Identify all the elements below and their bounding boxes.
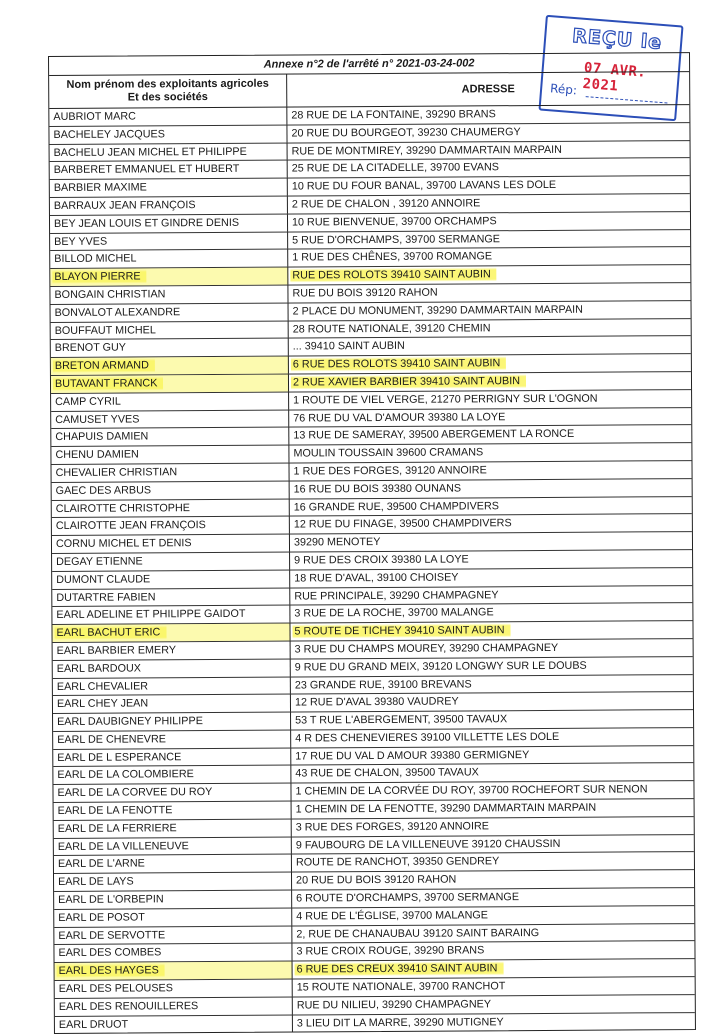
cell-exploitant-name-text: BONGAIN CHRISTIAN [54,288,166,301]
cell-address [291,657,693,676]
cell-exploitant-name-text: BILLOD MICHEL [54,252,137,266]
cell-exploitant-name [52,535,290,553]
cell-address-text: 53 T RUE L'ABERGEMENT, 39500 TAVAUX [295,713,508,727]
cell-address [293,995,695,1014]
cell-exploitant-name [52,552,290,570]
table-row [55,1013,695,1034]
cell-address-text: 25 RUE DE LA CITADELLE, 39700 EVANS [291,161,499,175]
cell-exploitant-name-text: GAEC DES ARBUS [55,484,152,497]
cell-exploitant-name-text: EARL DE L'ORBEPIN [58,893,164,907]
cell-exploitant-name-text: EARL DE LA VILLENEUVE [57,839,189,853]
cell-exploitant-name-text: EARL BARDOUX [56,662,141,675]
cell-address-text: 23 GRANDE RUE, 39100 BREVANS [294,677,472,692]
cell-exploitant-name [55,1015,293,1033]
cell-address [289,354,691,373]
cell-exploitant-name-text: DUMONT CLAUDE [56,573,151,586]
cell-exploitant-name [54,891,292,909]
cell-exploitant-name [51,339,289,357]
cell-exploitant-name-text: EARL DE LAYS [58,875,134,889]
cell-exploitant-name [53,730,291,748]
cell-address [291,781,693,800]
cell-address [291,675,693,694]
cell-address [293,959,695,978]
cell-address [292,906,694,925]
cell-exploitant-name-text: CORNU MICHEL ET DENIS [55,537,192,551]
cell-address [292,853,694,872]
cell-address [291,728,693,747]
column-header-name-line1: Nom prénom des exploitants agricoles [66,77,269,91]
cell-exploitant-name-text: CHENU DAMIEN [55,448,139,462]
cell-address-text: 13 RUE DE SAMERAY, 39500 ABERGEMENT LA RONCE [293,428,575,442]
cell-address [292,924,694,943]
cell-address-text: 1 RUE DES CHÊNES, 39700 ROMANGE [292,250,493,264]
cell-address-text: 4 RUE DE L'ÉGLISE, 39700 MALANGE [296,909,488,923]
cell-exploitant-name [51,357,289,375]
cell-exploitant-name [50,179,288,197]
cell-exploitant-name [50,143,288,161]
cell-address-text: 9 FAUBOURG DE LA VILLENEUVE 39120 CHAUSSIN [295,837,561,852]
cell-exploitant-name [51,321,289,339]
cell-address-text: RUE DU BOIS 39120 RAHON [292,286,438,300]
cell-address [289,425,691,444]
cell-exploitant-name-text: BACHELEY JACQUES [53,128,165,141]
column-header-name-line2: Et des sociétés [127,91,208,104]
cell-address [290,479,692,498]
cell-address [289,408,691,427]
cell-address [290,603,692,622]
cell-address-text: ROUTE DE RANCHOT, 39350 GENDREY [295,855,500,869]
stamp-date: 07 AVR. 2021 [582,59,647,95]
cell-address-text: 4 R DES CHENEVIERES 39100 VILLETTE LES DOLE [295,730,560,745]
cell-address-text: 6 RUE DES CREUX 39410 SAINT AUBIN [295,961,504,976]
cell-address-text: 12 RUE DU FINAGE, 39500 CHAMPDIVERS [293,517,512,531]
cell-address [288,230,690,249]
cell-exploitant-name-text: EARL DRUOT [58,1018,129,1031]
cell-address-text: 10 RUE BIENVENUE, 39700 ORCHAMPS [291,215,497,229]
cell-exploitant-name [52,606,290,624]
cell-exploitant-name-text: BLAYON PIERRE [52,270,146,285]
cell-address [289,372,691,391]
cell-address [287,105,689,124]
column-header-address: ADRESSE [461,83,515,96]
cell-exploitant-name-text: EARL CHEY JEAN [56,697,149,711]
cell-address [290,497,692,516]
cell-exploitant-name [52,481,290,499]
cell-address [292,799,694,818]
cell-exploitant-name [51,374,289,392]
cell-exploitant-name [53,695,291,713]
cell-exploitant-name-text: BRETON ARMAND [53,359,155,374]
cell-exploitant-name-text: EARL DE L'ARNE [57,857,145,871]
cell-address-text: RUE PRINCIPALE, 39290 CHAMPAGNEY [294,588,499,603]
cell-address [288,158,690,177]
cell-address-text: 2, RUE DE CHANAUBAU 39120 SAINT BARAING [296,926,540,941]
cell-address [289,319,691,338]
cell-address [291,746,693,765]
cell-address-text: 15 ROUTE NATIONALE, 39700 RANCHOT [296,980,506,994]
cell-exploitant-name [53,748,291,766]
cell-exploitant-name-text: BEY JEAN LOUIS ET GINDRE DENIS [53,216,240,230]
cell-exploitant-name [52,570,290,588]
cell-exploitant-name [54,908,292,926]
cell-exploitant-name [50,161,288,179]
table-title: Annexe n°2 de l'arrêté n° 2021-03-24-002 [49,53,689,76]
cell-address [288,247,690,266]
cell-exploitant-name-text: EARL DE POSOT [58,911,145,924]
cell-exploitant-name [51,463,289,481]
cell-address [291,764,693,783]
cell-exploitant-name [52,588,290,606]
cell-address-text: MOULIN TOUSSAIN 39600 CRAMANS [293,446,484,460]
cell-address [290,514,692,533]
cell-address [288,176,690,195]
cell-exploitant-name-text: EARL DES COMBES [58,946,162,960]
cell-address-text: 20 RUE DU BOIS 39120 RAHON [296,873,457,887]
cell-exploitant-name [54,855,292,873]
cell-address [290,550,692,569]
stamp-title: REÇU le [571,24,663,54]
cell-exploitant-name [54,873,292,891]
cell-exploitant-name-text: EARL DE LA COLOMBIERE [57,768,194,782]
cell-address-text: RUE DE MONTMIREY, 39290 DAMMARTAIN MARPAIN [291,143,562,158]
cell-exploitant-name-text: CHAPUIS DAMIEN [55,430,149,444]
cell-address-text: 39290 MENOTEY [293,536,381,549]
cell-exploitant-name-text: EARL DES HAYGES [57,964,165,979]
cell-exploitant-name [50,250,288,268]
cell-exploitant-name-text: EARL DES PELOUSES [58,982,173,995]
cell-address-text: 5 ROUTE DE TICHEY 39410 SAINT AUBIN [292,623,510,638]
cell-address-text: 18 RUE D'AVAL, 39100 CHOISEY [294,571,459,585]
cell-exploitant-name [54,837,292,855]
cell-exploitant-name-text: EARL DE LA FERRIERE [57,822,177,835]
cell-exploitant-name-text: BOUFFAUT MICHEL [54,323,156,337]
cell-address-text: 16 GRANDE RUE, 39500 CHAMPDIVERS [293,499,500,514]
cell-address-text: 9 RUE DU GRAND MEIX, 39120 LONGWY SUR LE DOUBS [294,659,587,674]
cell-address [288,212,690,231]
cell-address [291,639,693,658]
cell-exploitant-name [52,624,290,642]
cell-exploitant-name [52,517,290,535]
cell-exploitant-name-text: EARL DE L ESPERANCE [57,750,182,764]
cell-address [288,194,690,213]
cell-exploitant-name-text: EARL DE CHENEVRE [57,733,167,746]
stamp-rep-label: Rép: [549,81,578,98]
cell-address-text: 17 RUE DU VAL D AMOUR 39380 GERMIGNEY [295,748,530,763]
cell-address [292,817,694,836]
cell-address-text: 2 RUE DE CHALON , 39120 ANNOIRE [291,197,481,211]
cell-exploitant-name [51,392,289,410]
cell-address [292,942,694,961]
cell-address [291,710,693,729]
cell-address-text: 76 RUE DU VAL D'AMOUR 39380 LA LOYE [293,410,506,425]
cell-address [290,568,692,587]
cell-exploitant-name [53,784,291,802]
cell-address [292,888,694,907]
cell-exploitant-name [53,713,291,731]
cell-address-text: 9 RUE DES CROIX 39380 LA LOYE [294,553,469,567]
cell-address [291,692,693,711]
cell-exploitant-name-text: CAMUSET YVES [55,412,140,426]
cell-address [290,532,692,551]
cell-exploitant-name-text: BONVALOT ALEXANDRE [54,305,181,319]
cell-exploitant-name [51,303,289,321]
cell-address [289,301,691,320]
cell-address-text: 3 LIEU DIT LA MARRE, 39290 MUTIGNEY [296,1015,504,1030]
cell-exploitant-name-text: EARL DES RENOUILLERES [58,999,199,1013]
cell-exploitant-name [54,926,292,944]
cell-exploitant-name-text: BARBIER MAXIME [53,181,147,195]
cell-exploitant-name-text: CLAIROTTE JEAN FRANÇOIS [55,519,206,533]
cell-address-text: 6 RUE DES ROLOTS 39410 SAINT AUBIN [291,356,507,371]
table-body [49,105,695,1033]
cell-address [293,1013,695,1032]
cell-address-text: 1 RUE DES FORGES, 39120 ANNOIRE [293,464,487,478]
cell-address-text: 6 ROUTE D'ORCHAMPS, 39700 SERMANGE [296,891,520,905]
cell-address-text: 12 RUE D'AVAL 39380 VAUDREY [294,695,459,709]
cell-address [292,870,694,889]
cell-address [290,586,692,605]
cell-exploitant-name-text: BARRAUX JEAN FRANÇOIS [53,199,196,212]
cell-address-text: 3 RUE DES FORGES, 39120 ANNOIRE [295,820,489,834]
cell-exploitant-name-text: EARL ADELINE ET PHILIPPE GAIDOT [56,608,246,622]
cell-address [289,336,691,355]
cell-address [288,141,690,160]
cell-exploitant-name [50,197,288,215]
cell-exploitant-name-text: EARL DE LA FENOTTE [57,804,173,818]
cell-exploitant-name [54,802,292,820]
cell-exploitant-name [54,944,292,962]
cell-exploitant-name [55,980,293,998]
cell-address [288,283,690,302]
cell-exploitant-name-text: BRENOT GUY [54,341,127,355]
cell-address-text: 3 RUE DE LA ROCHE, 39700 MALANGE [294,606,494,620]
cell-exploitant-name [49,125,287,143]
cell-address-text: 28 ROUTE NATIONALE, 39120 CHEMIN [292,321,491,336]
cell-address [289,461,691,480]
cell-exploitant-name-text: EARL DE SERVOTTE [58,928,166,942]
cell-address-text: 16 RUE DU BOIS 39380 OUNANS [293,482,462,496]
cell-address-text: 28 RUE DE LA FONTAINE, 39290 BRANS [291,108,496,122]
cell-address [293,977,695,996]
cell-exploitant-name-text: BARBERET EMMANUEL ET HUBERT [53,163,240,177]
cell-exploitant-name-text: BUTAVANT FRANCK [53,376,163,391]
cell-address [290,621,692,640]
cell-exploitant-name [51,428,289,446]
cell-exploitant-name [53,677,291,695]
cell-address-text: 3 RUE DU CHAMPS MOUREY, 39290 CHAMPAGNEY [294,641,559,656]
cell-exploitant-name [49,108,287,126]
cell-address-text: 1 ROUTE DE VIEL VERGE, 21270 PERRIGNY SUR L'OGNON [293,392,598,407]
cell-address [289,443,691,462]
cell-address [288,265,690,284]
cell-address-text: 1 CHEMIN DE LA FENOTTE, 39290 DAMMARTAIN MARPAIN [295,801,597,816]
cell-exploitant-name [55,962,293,980]
cell-exploitant-name [52,499,290,517]
cell-exploitant-name [53,659,291,677]
cell-exploitant-name-text: AUBRIOT MARC [53,110,137,123]
cell-exploitant-name-text: DUTARTRE FABIEN [56,590,156,604]
cell-exploitant-name-text: CHEVALIER CHRISTIAN [55,466,178,479]
cell-address-text: RUE DES ROLOTS 39410 SAINT AUBIN [290,267,497,282]
cell-exploitant-name [53,766,291,784]
cell-address-text: ... 39410 SAINT AUBIN [292,340,405,353]
cell-address-text: 2 PLACE DU MONUMENT, 39290 DAMMARTAIN MARPAIN [292,303,583,318]
cell-exploitant-name [50,214,288,232]
cell-exploitant-name-text: BEY YVES [54,235,108,248]
cell-exploitant-name-text: EARL BARBIER EMERY [56,644,177,657]
cell-address-text: 20 RUE DU BOURGEOT, 39230 CHAUMERGY [291,125,521,140]
cell-address [289,390,691,409]
cell-address-text: 3 RUE CROIX ROUGE, 39290 BRANS [296,944,485,958]
cell-exploitant-name-text: CAMP CYRIL [55,395,121,408]
cell-exploitant-name [50,286,288,304]
cell-exploitant-name [50,268,288,286]
cell-address-text: 43 RUE DE CHALON, 39500 TAVAUX [295,766,479,780]
cell-exploitant-name [50,232,288,250]
cell-exploitant-name-text: EARL BACHUT ERIC [54,625,166,640]
cell-address-text: 5 RUE D'ORCHAMPS, 39700 SERMANGE [292,232,501,247]
cell-exploitant-name [51,446,289,464]
cell-exploitant-name [54,819,292,837]
cell-exploitant-name-text: BACHELU JEAN MICHEL ET PHILIPPE [53,145,247,159]
cell-exploitant-name-text: EARL CHEVALIER [56,679,149,693]
cell-address [287,123,689,142]
cell-exploitant-name [51,410,289,428]
cell-exploitant-name-text: EARL DAUBIGNEY PHILIPPE [57,715,203,729]
cell-address-text: 1 CHEMIN DE LA CORVÉE DU ROY, 39700 ROCHEFORT SUR NENON [295,783,648,798]
cell-exploitant-name [53,641,291,659]
cell-exploitant-name-text: EARL DE LA CORVEE DU ROY [57,786,213,800]
cell-address-text: RUE DU NILIEU, 39290 CHAMPAGNEY [296,998,492,1012]
cell-exploitant-name-text: CLAIROTTE CHRISTOPHE [55,501,190,515]
farmers-address-table [48,52,696,1034]
table-header-row [49,72,689,109]
cell-address-text: 10 RUE DU FOUR BANAL, 39700 LAVANS LES DOLE [291,179,557,193]
cell-exploitant-name [55,997,293,1015]
column-header-name [49,75,287,108]
cell-address [292,835,694,854]
cell-address-text: 2 RUE XAVIER BARBIER 39410 SAINT AUBIN [291,374,526,389]
cell-exploitant-name-text: DEGAY ETIENNE [56,555,143,568]
